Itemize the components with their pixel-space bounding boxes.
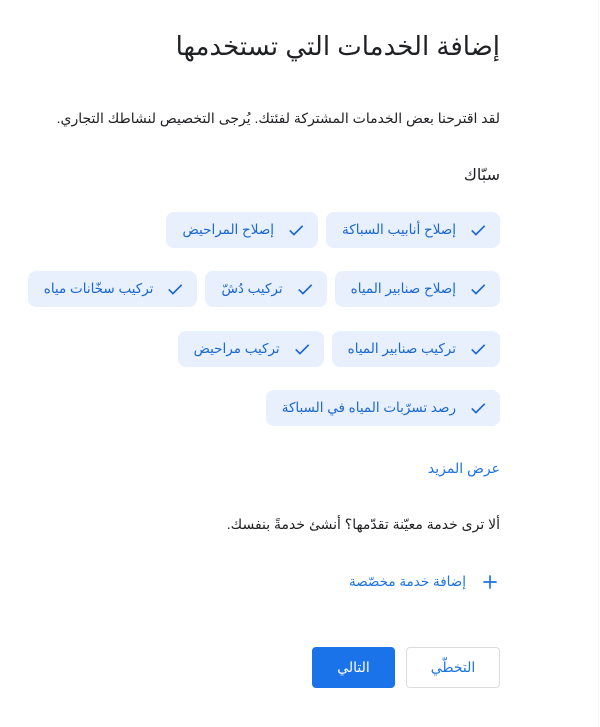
service-chip-water-heater-install[interactable]: [28, 271, 198, 307]
chip-label: تركيب سخّانات مياه: [43, 281, 154, 296]
show-more-link[interactable]: عرض المزيد: [427, 460, 500, 476]
custom-service-prompt: ألا ترى خدمة معيّنة تقدّمها؟ أنشئ خدمةً بنفسك.: [226, 516, 500, 532]
page-subtitle: لقد اقترحنا بعض الخدمات المشتركة لفئتك. يُرجى التخصيص لنشاطك التجاري.: [56, 110, 500, 126]
check-icon: [468, 279, 488, 299]
check-icon: [165, 279, 185, 299]
scrollbar-track[interactable]: [598, 0, 599, 727]
check-icon: [295, 279, 315, 299]
chip-row: [266, 390, 500, 426]
service-chip-faucet-install[interactable]: [332, 331, 500, 367]
chip-row: [166, 212, 500, 248]
next-button[interactable]: التالي: [312, 647, 395, 688]
chip-label: رصد تسرّبات المياه في السباكة: [281, 400, 456, 415]
category-heading: سبّاك: [463, 167, 500, 184]
skip-button[interactable]: التخطّي: [406, 647, 500, 688]
check-icon: [468, 398, 488, 418]
check-icon: [468, 339, 488, 359]
service-chip-toilet-repair[interactable]: [166, 212, 318, 248]
service-chip-pipe-repair[interactable]: [326, 212, 500, 248]
check-icon: [292, 339, 312, 359]
service-chip-leak-detection[interactable]: [266, 390, 500, 426]
chip-label: تركيب مراحيض: [193, 341, 280, 356]
chip-label: إصلاح أنابيب السباكة: [342, 222, 456, 237]
chip-label: تركيب دُشّ: [221, 281, 283, 296]
service-chip-toilet-install[interactable]: [178, 331, 324, 367]
chip-row: [28, 271, 500, 307]
chip-label: إصلاح صنابير المياه: [350, 281, 456, 296]
plus-icon: [480, 572, 500, 592]
chip-label: إصلاح المراحيض: [182, 222, 275, 237]
add-custom-service-button[interactable]: [349, 570, 500, 594]
chip-label: تركيب صنابير المياه: [347, 341, 456, 356]
check-icon: [286, 220, 306, 240]
service-chip-shower-install[interactable]: [205, 271, 326, 307]
chip-row: [178, 331, 500, 367]
page-title: إضافة الخدمات التي تستخدمها: [175, 31, 500, 61]
service-chip-faucet-repair[interactable]: [335, 271, 500, 307]
check-icon: [468, 220, 488, 240]
add-custom-service-label: إضافة خدمة مخصّصة: [348, 574, 466, 589]
